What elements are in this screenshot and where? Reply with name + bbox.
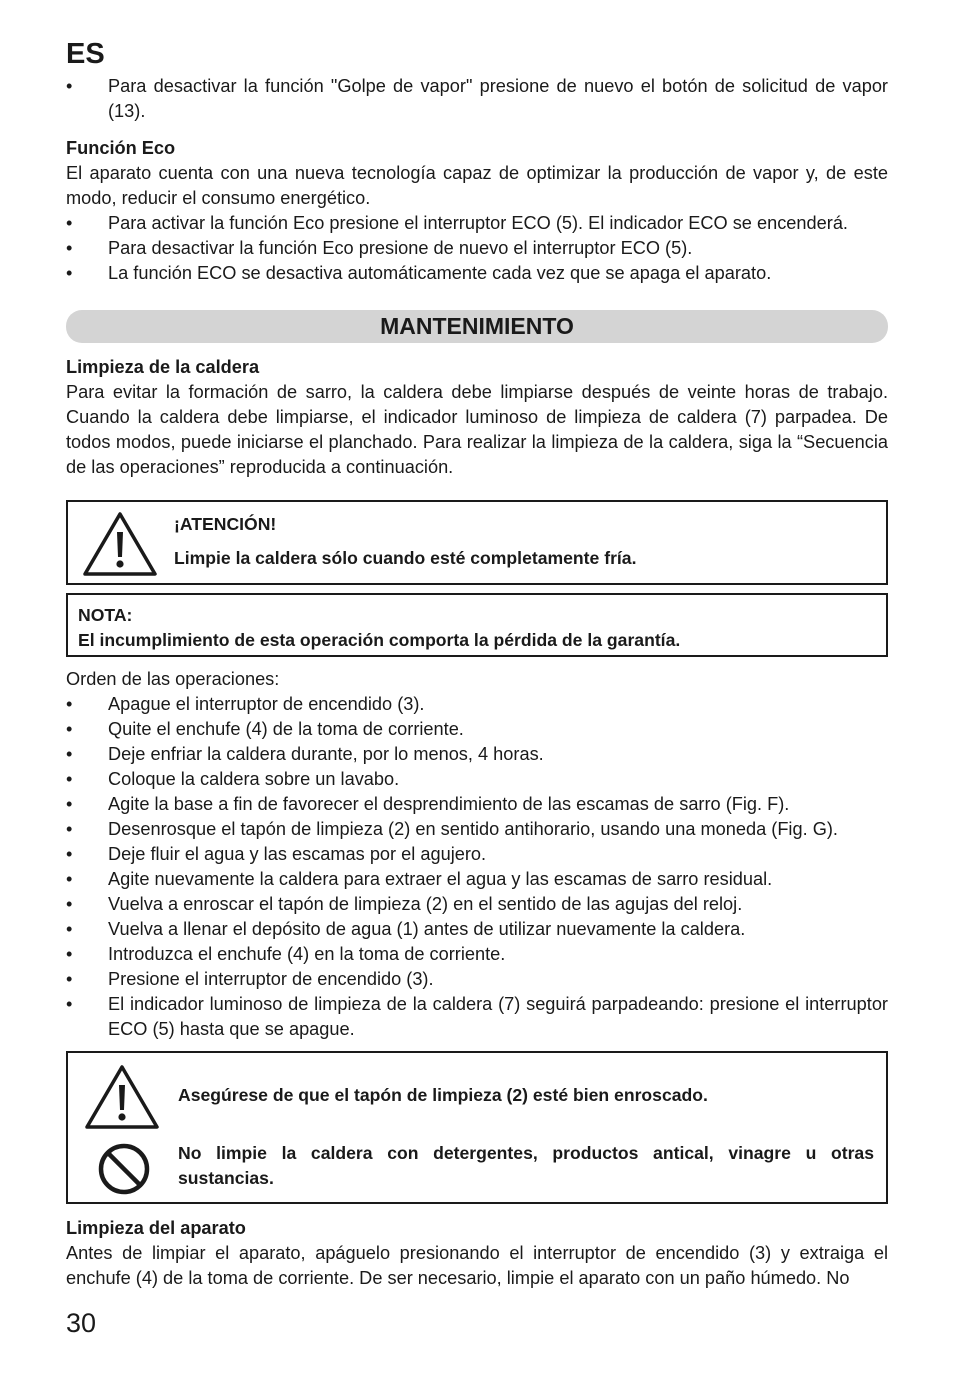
- aparato-heading: Limpieza del aparato: [66, 1218, 246, 1238]
- warning-text: Limpie la caldera sólo cuando esté completamente fría.: [174, 548, 637, 568]
- list-item: • La función ECO se desactiva automáticamente cada vez que se apaga el aparato.: [66, 261, 888, 286]
- intro-bullet-list: [66, 74, 888, 124]
- list-item: • Coloque la caldera sobre un lavabo.: [66, 767, 888, 792]
- eco-description: El aparato cuenta con una nueva tecnología capaz de optimizar la producción de vapor y, de este modo, reducir el consumo energético.: [66, 163, 888, 208]
- caldera-description: Para evitar la formación de sarro, la caldera debe limpiarse después de veinte horas de trabajo. Cuando la caldera debe limpiarse, el indicador luminoso de limpieza de caldera (7) parpadea. De todos modos, puede iniciarse el planchado. Para realizar la limpieza de la caldera, siga la “Secuencia de las operaciones” reproducida a continuación.: [66, 382, 888, 477]
- warning-box: [66, 500, 888, 585]
- warning-title: ¡ATENCIÓN!: [174, 514, 277, 534]
- page-content: [66, 74, 888, 1291]
- list-item: • Desenrosque el tapón de limpieza (2) en sentido antihorario, usando una moneda (Fig. G).: [66, 817, 888, 842]
- list-item: • Deje enfriar la caldera durante, por lo menos, 4 horas.: [66, 742, 888, 767]
- warning-triangle-icon: [84, 1063, 160, 1138]
- list-item: • Apague el interruptor de encendido (3).: [66, 692, 888, 717]
- list-item: • Quite el enchufe (4) de la toma de corriente.: [66, 717, 888, 742]
- eco-heading: Función Eco: [66, 138, 176, 158]
- section-title: MANTENIMIENTO: [380, 313, 574, 339]
- list-item: • Para activar la función Eco presione el interruptor ECO (5). El indicador ECO se encenderá.: [66, 211, 888, 236]
- operations-list: [66, 692, 888, 1042]
- list-item: • Introduzca el enchufe (4) en la toma de corriente.: [66, 942, 888, 967]
- list-item: • Para desactivar la función Eco presione de nuevo el interruptor ECO (5).: [66, 236, 888, 261]
- list-item: • Vuelva a llenar el depósito de agua (1) antes de utilizar nuevamente la caldera.: [66, 917, 888, 942]
- list-item: • El indicador luminoso de limpieza de la caldera (7) seguirá parpadeando: presione el interruptor ECO (5) hasta que se apague.: [66, 992, 888, 1042]
- list-item: • Agite la base a fin de favorecer el desprendimiento de las escamas de sarro (Fig. F).: [66, 792, 888, 817]
- caution-text-cap: Asegúrese de que el tapón de limpieza (2) esté bien enroscado.: [178, 1085, 708, 1105]
- list-item: • Presione el interruptor de encendido (3).: [66, 967, 888, 992]
- note-box: [66, 593, 888, 657]
- language-tag: ES: [66, 38, 105, 70]
- note-text: El incumplimiento de esta operación comporta la pérdida de la garantía.: [78, 630, 681, 650]
- warning-triangle-icon: [82, 510, 158, 585]
- list-item: • Para desactivar la función "Golpe de vapor" presione de nuevo el botón de solicitud de vapor (13).: [66, 74, 888, 124]
- list-item: • Agite nuevamente la caldera para extraer el agua y las escamas de sarro residual.: [66, 867, 888, 892]
- eco-bullet-list: [66, 211, 888, 286]
- list-item: • Vuelva a enroscar el tapón de limpieza (2) en el sentido de las agujas del reloj.: [66, 892, 888, 917]
- caldera-heading: Limpieza de la caldera: [66, 357, 260, 377]
- page-number: 30: [66, 1308, 97, 1338]
- caution-box: [66, 1051, 888, 1204]
- caution-text-detergents: No limpie la caldera con detergentes, productos antical, vinagre u otras sustancias.: [178, 1143, 874, 1188]
- section-title-bar: [66, 310, 888, 343]
- note-title: NOTA:: [78, 605, 133, 625]
- aparato-description: Antes de limpiar el aparato, apáguelo presionando el interruptor de encendido (3) y extraiga el enchufe (4) de la toma de corriente. De ser necesario, limpie el aparato con un paño húmedo. No: [66, 1243, 888, 1288]
- operations-intro: Orden de las operaciones:: [66, 669, 280, 689]
- list-item: • Deje fluir el agua y las escamas por el agujero.: [66, 842, 888, 867]
- prohibition-icon: [96, 1141, 152, 1204]
